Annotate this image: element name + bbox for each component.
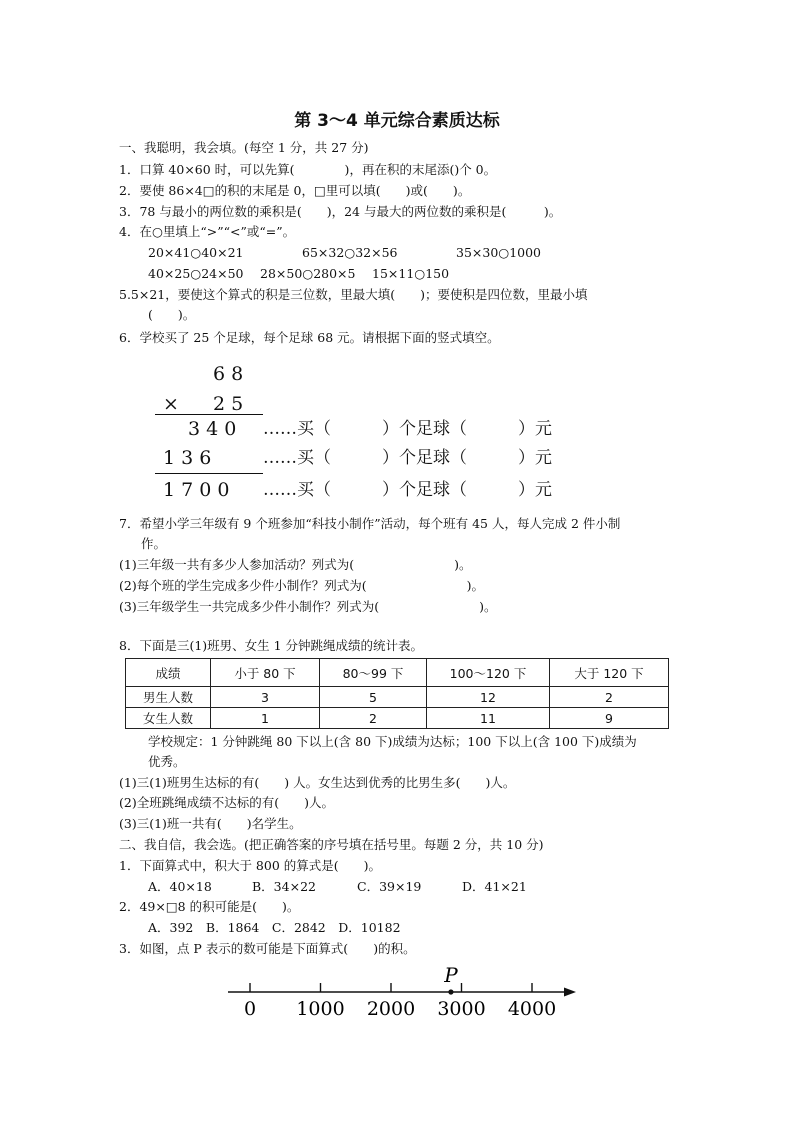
s2-question-2-options: A．392 B．1864 C．2842 D．10182 — [148, 920, 401, 935]
table-cell: 男生人数 — [126, 687, 211, 708]
point-p — [448, 989, 453, 994]
question-7-sub3: (3)三年级学生一共完成多少件小制作？列式为( )。 — [119, 599, 497, 614]
question-5-line2: ( )。 — [148, 307, 196, 322]
arrow-icon — [564, 988, 576, 997]
rule-note-line2: 优秀。 — [148, 754, 186, 769]
question-8-sub1: (1)三(1)班男生达标的有( ) 人。女生达到优秀的比男生多( )人。 — [119, 775, 516, 790]
table-cell: 12 — [427, 687, 550, 708]
table-header: 80～99 下 — [320, 659, 427, 687]
compare-item: 15×11○150 — [372, 266, 450, 281]
s2-question-2-stem: 2．49×□8 的积可能是( )。 — [119, 899, 300, 914]
total-blanks: ……买（ ）个足球（ ）元 — [263, 480, 552, 500]
times-sign: × — [163, 393, 179, 415]
partial-2-blanks: ……买（ ）个足球（ ）元 — [263, 448, 552, 468]
jump-rope-table — [125, 658, 669, 729]
table-row — [126, 708, 669, 729]
table-cell: 9 — [550, 708, 669, 729]
question-3: 3．78 与最小的两位数的乘积是( )，24 与最大的两位数的乘积是( )。 — [119, 204, 562, 219]
option-d: D．41×21 — [462, 879, 527, 894]
table-cell: 11 — [427, 708, 550, 729]
s2-question-3-stem: 3．如图，点 P 表示的数可能是下面算式( )的积。 — [119, 941, 416, 956]
table-cell: 1 — [211, 708, 320, 729]
table-header: 小于 80 下 — [211, 659, 320, 687]
multiplier: 2 5 — [213, 393, 244, 415]
total-product: 1 7 0 0 — [163, 479, 230, 501]
question-4-stem: 4．在○里填上“>”“<”或“=”。 — [119, 224, 296, 239]
multiplicand: 6 8 — [213, 363, 244, 385]
question-8-sub3: (3)三(1)班一共有( )名学生。 — [119, 816, 302, 831]
option-b: B．34×22 — [252, 879, 316, 894]
table-header-row — [126, 659, 669, 687]
option-c: C．39×19 — [357, 879, 422, 894]
table-cell: 3 — [211, 687, 320, 708]
rule-note-line1: 学校规定：1 分钟跳绳 80 下以上(含 80 下)成绩为达标；100 下以上(含 100 下)成绩为 — [148, 734, 637, 749]
number-line-tick-label: 1000 — [296, 998, 345, 1020]
table-cell: 5 — [320, 687, 427, 708]
number-line-tick-label: 0 — [243, 998, 257, 1020]
calc-divider — [155, 414, 263, 415]
compare-item: 20×41○40×21 — [148, 245, 244, 260]
question-2: 2．要使 86×4□的积的末尾是 0，□里可以填( )或( )。 — [119, 183, 471, 198]
table-cell: 2 — [320, 708, 427, 729]
question-7-line1: 7．希望小学三年级有 9 个班参加“科技小制作”活动，每个班有 45 人，每人完成 2 件小制 — [119, 516, 621, 531]
question-7-sub1: (1)三年级一共有多少人参加活动？列式为( )。 — [119, 557, 472, 572]
number-line-tick-label: 2000 — [366, 998, 416, 1020]
page-title: 第 3～4 单元综合素质达标 — [294, 111, 500, 131]
table-header: 100～120 下 — [427, 659, 550, 687]
s2-question-1-stem: 1．下面算式中，积大于 800 的算式是( )。 — [119, 858, 382, 873]
partial-product-1: 3 4 0 — [188, 418, 237, 440]
question-5-line1: 5.5×21，要使这个算式的积是三位数，里最大填( )；要使积是四位数，里最小填 — [119, 287, 588, 302]
table-header: 成绩 — [126, 659, 211, 687]
option-a: A．40×18 — [148, 879, 212, 894]
table-cell: 女生人数 — [126, 708, 211, 729]
compare-item: 40×25○24×50 — [148, 266, 244, 281]
compare-item: 28×50○280×5 — [260, 266, 356, 281]
number-line-tick-label: 4000 — [507, 998, 557, 1020]
question-1: 1．口算 40×60 时，可以先算( )，再在积的末尾添()个 0。 — [119, 162, 497, 177]
table-cell: 2 — [550, 687, 669, 708]
question-6-stem: 6．学校买了 25 个足球，每个足球 68 元。请根据下面的竖式填空。 — [119, 330, 500, 345]
question-7-sub2: (2)每个班的学生完成多少件小制作？列式为( )。 — [119, 578, 484, 593]
point-p-label: P — [444, 963, 458, 987]
question-8-stem: 8．下面是三(1)班男、女生 1 分钟跳绳成绩的统计表。 — [119, 638, 424, 653]
partial-product-2: 1 3 6 — [163, 447, 212, 469]
table-header: 大于 120 下 — [550, 659, 669, 687]
number-line-tick-label: 3000 — [437, 998, 486, 1020]
section2-header: 二、我自信，我会选。(把正确答案的序号填在括号里。每题 2 分，共 10 分) — [119, 837, 544, 852]
compare-item: 65×32○32×56 — [302, 245, 398, 260]
table-row — [126, 687, 669, 708]
calc-divider — [155, 473, 263, 474]
partial-1-blanks: ……买（ ）个足球（ ）元 — [263, 419, 552, 439]
question-8-sub2: (2)全班跳绳成绩不达标的有( )人。 — [119, 795, 334, 810]
section1-header: 一、我聪明，我会填。(每空 1 分，共 27 分) — [119, 140, 369, 155]
question-7-line2: 作。 — [141, 536, 167, 551]
compare-item: 35×30○1000 — [456, 245, 542, 260]
number-line — [220, 958, 590, 1028]
